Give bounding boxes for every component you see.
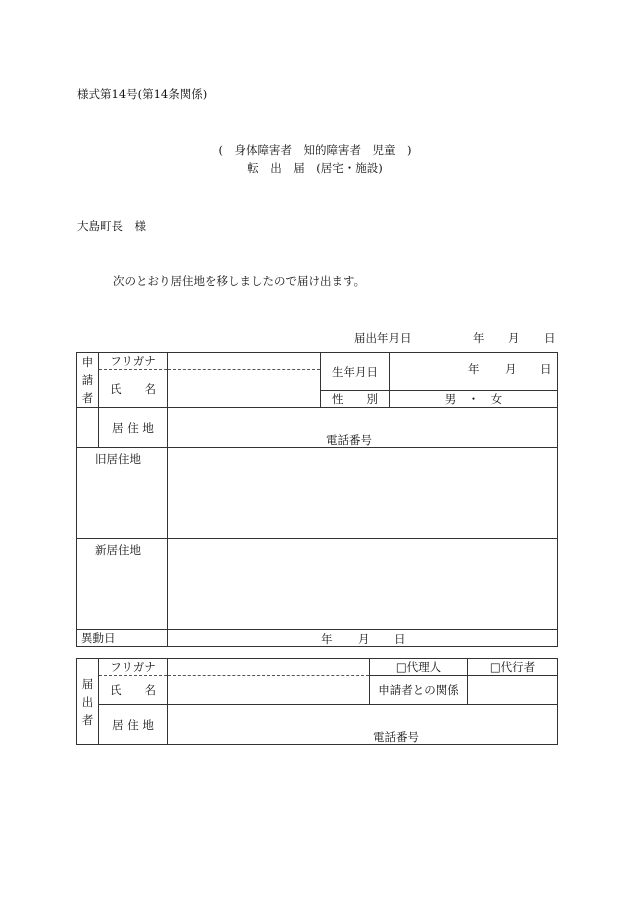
reporter-phone-label: 電話番号 xyxy=(373,730,419,744)
intro-text: 次のとおり居住地を移しましたので届け出ます。 xyxy=(113,274,366,288)
addressee: 大島町長 様 xyxy=(77,219,146,233)
filing-day: 日 xyxy=(544,331,556,345)
new-address-field[interactable] xyxy=(168,539,558,630)
form-title: 転 出 届 (居宅・施設) xyxy=(247,161,383,175)
category-line: ( 身体障害者 知的障害者 児童 ) xyxy=(218,143,412,157)
reporter-address-field[interactable] xyxy=(168,705,558,745)
reporter-address-label: 居 住 地 xyxy=(99,705,168,745)
reporter-side-label: 届出者 xyxy=(77,659,99,745)
change-date-label: 異動日 xyxy=(77,630,168,647)
new-address-label: 新居住地 xyxy=(77,539,168,630)
applicant-phone-label: 電話番号 xyxy=(326,433,372,447)
applicant-name-field[interactable] xyxy=(168,370,321,408)
proxy-checkbox[interactable]: □代行者 xyxy=(468,659,558,676)
applicant-address-field[interactable] xyxy=(168,408,558,448)
relation-label: 申請者との関係 xyxy=(370,676,468,705)
applicant-name-label: 氏 名 xyxy=(99,370,168,408)
sex-options[interactable]: 男 ・ 女 xyxy=(390,391,558,408)
applicant-side-label: 申請者 xyxy=(77,353,99,408)
applicant-address-label: 居 住 地 xyxy=(99,408,168,448)
reporter-name-field[interactable] xyxy=(168,676,370,705)
filing-date-label: 届出年月日 xyxy=(354,331,412,345)
form-number: 様式第14号(第14条関係) xyxy=(77,87,208,101)
old-address-label: 旧居住地 xyxy=(77,448,168,539)
agent-checkbox[interactable]: □代理人 xyxy=(370,659,468,676)
applicant-side-spacer xyxy=(77,408,99,448)
filing-month: 月 xyxy=(508,331,520,345)
old-address-field[interactable] xyxy=(168,448,558,539)
filing-year: 年 xyxy=(473,331,485,345)
applicant-furigana-field[interactable] xyxy=(168,353,321,370)
reporter-table xyxy=(76,658,558,745)
relation-field[interactable] xyxy=(468,676,558,705)
sex-label: 性 別 xyxy=(321,391,390,408)
applicant-table xyxy=(76,352,558,647)
change-date-field[interactable]: 年 月 日 xyxy=(168,630,558,647)
reporter-furigana-label: フリガナ xyxy=(99,659,168,676)
applicant-furigana-label: フリガナ xyxy=(99,353,168,370)
birth-date-field[interactable]: 年 月 日 xyxy=(390,353,558,391)
birth-date-label: 生年月日 xyxy=(321,353,390,391)
reporter-furigana-field[interactable] xyxy=(168,659,370,676)
reporter-name-label: 氏 名 xyxy=(99,676,168,705)
